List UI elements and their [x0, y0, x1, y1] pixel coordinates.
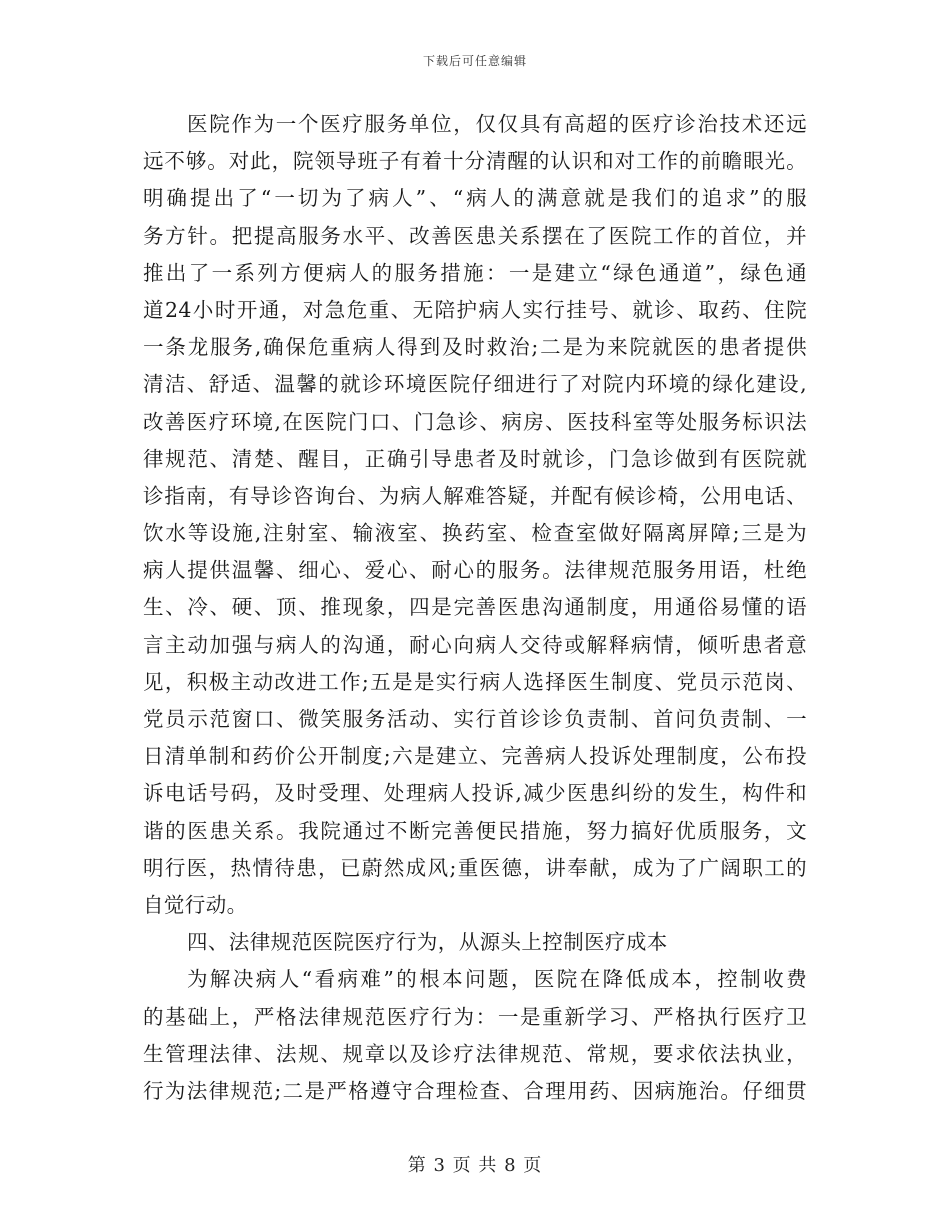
paragraph-line: 为解决病人“看病难”的根本问题，医院在降低成本，控制收费: [187, 967, 807, 992]
paragraph-line: 病人提供温馨、细心、爱心、耐心的服务。法律规范服务用语，杜绝: [143, 558, 807, 583]
paragraph-line: 见，积极主动改进工作;五是是实行病人选择医生制度、党员示范岗、: [143, 669, 807, 694]
paragraph-line: 远不够。对此，院领导班子有着十分清醒的认识和对工作的前瞻眼光。: [143, 149, 807, 174]
paragraph-line: 谐的医患关系。我院通过不断完善便民措施，努力搞好优质服务，文: [143, 818, 807, 843]
paragraph-line: 务方针。把提高服务水平、改善医患关系摆在了医院工作的首位，并: [143, 223, 807, 248]
paragraph-line: 日清单制和药价公开制度;六是建立、完善病人投诉处理制度，公布投: [143, 744, 807, 769]
paragraph-line: 推出了一系列方便病人的服务措施：一是建立“绿色通道”，绿色通: [143, 260, 807, 285]
paragraph-line: 生、冷、硬、顶、推现象，四是完善医患沟通制度，用通俗易懂的语: [143, 595, 807, 620]
paragraph-line: 的基础上，严格法律规范医疗行为：一是重新学习、严格执行医疗卫: [143, 1004, 807, 1029]
paragraph-line: 诊指南，有导诊咨询台、为病人解难答疑，并配有候诊椅，公用电话、: [143, 483, 807, 508]
paragraph-line: 医院作为一个医疗服务单位，仅仅具有高超的医疗诊治技术还远: [187, 112, 807, 136]
paragraph-line: 一条龙服务,确保危重病人得到及时救治;二是为来院就医的患者提供: [143, 335, 807, 360]
paragraph-line: 律规范、清楚、醒目，正确引导患者及时就诊，门急诊做到有医院就: [143, 446, 807, 471]
paragraph-line: 明行医，热情待患，已蔚然成风;重医德，讲奉献，成为了广阔职工的: [143, 855, 807, 880]
paragraph-line: 饮水等设施,注射室、输液室、换药室、检查室做好隔离屏障;三是为: [143, 521, 807, 546]
paragraph-line: 生管理法律、法规、规章以及诊疗法律规范、常规，要求依法执业，: [143, 1041, 807, 1066]
paragraph-line: 明确提出了“一切为了病人”、“病人的满意就是我们的追求”的服: [143, 186, 807, 211]
paragraph-line: 清洁、舒适、温馨的就诊环境医院仔细进行了对院内环境的绿化建设,: [143, 372, 807, 397]
paragraph-line: 道24小时开通，对急危重、无陪护病人实行挂号、就诊、取药、住院: [143, 297, 807, 322]
paragraph-line: 行为法律规范;二是严格遵守合理检查、合理用药、因病施治。仔细贯: [143, 1078, 807, 1103]
document-body: [143, 106, 807, 1110]
paragraph-line: 党员示范窗口、微笑服务活动、实行首诊诊负责制、首问负责制、一: [143, 707, 807, 731]
paragraph-line: 自觉行动。: [143, 892, 248, 917]
section-heading: 四、法律规范医院医疗行为，从源头上控制医疗成本: [187, 930, 668, 955]
paragraph-line: 诉电话号码，及时受理、处理病人投诉,减少医患纠纷的发生，构件和: [143, 781, 807, 806]
page-header-note: 下载后可任意编辑: [422, 54, 527, 68]
paragraph-line: 改善医疗环境,在医院门口、门急诊、病房、医技科室等处服务标识法: [143, 409, 807, 434]
paragraph-line: 言主动加强与病人的沟通，耐心向病人交待或解释病情，倾听患者意: [143, 632, 807, 657]
page-number: 第 3 页 共 8 页: [407, 1155, 543, 1176]
